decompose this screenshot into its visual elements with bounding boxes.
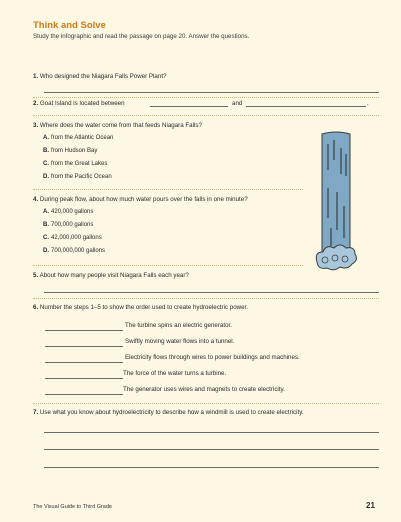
answer-line-7a[interactable] (44, 432, 379, 433)
instructions: Study the infographic and read the passage on page 20. Answer the questions. (33, 33, 250, 40)
answer-line-1[interactable] (44, 92, 379, 93)
answer-line-2b[interactable] (246, 106, 366, 107)
question-6: 6. Number the steps 1–5 to show the order used to create hydroelectric power. (33, 304, 248, 311)
question-4: 4. During peak flow, about how much water pours over the falls in one minute? (33, 196, 248, 203)
step-blank-2[interactable] (45, 346, 123, 347)
q2-end: . (367, 100, 369, 107)
divider (33, 97, 379, 98)
divider (33, 298, 379, 299)
divider (33, 189, 303, 190)
q4-option-b[interactable]: B. 700,000 gallons (43, 222, 94, 228)
q3-option-b[interactable]: B. from Hudson Bay (43, 148, 98, 154)
step-text-5: The generator uses wires and magnets to create electricity. (123, 386, 285, 393)
step-text-1: The turbine spins an electric generator. (125, 322, 232, 329)
q3-option-d[interactable]: D. from the Pacific Ocean (43, 174, 112, 180)
step-blank-5[interactable] (45, 394, 123, 395)
divider (33, 265, 303, 266)
step-text-3: Electricity flows through wires to power buildings and machines. (125, 354, 300, 361)
question-2: 2. Goat Island is located between (33, 100, 125, 107)
answer-line-7c[interactable] (44, 467, 379, 468)
step-blank-1[interactable] (45, 330, 123, 331)
step-blank-4[interactable] (45, 378, 123, 379)
question-5: 5. About how many people visit Niagara Falls each year? (33, 272, 189, 279)
page-number: 21 (366, 501, 375, 510)
step-text-4: The force of the water turns a turbine. (123, 370, 227, 377)
q4-option-c[interactable]: C. 42,000,000 gallons (43, 235, 102, 241)
step-text-2: Swiftly moving water flows into a tunnel. (125, 338, 235, 345)
q3-option-c[interactable]: C. from the Great Lakes (43, 161, 108, 167)
answer-line-7b[interactable] (44, 449, 379, 450)
divider (33, 403, 379, 404)
answer-line-5[interactable] (44, 292, 379, 293)
q2-and: and (232, 100, 243, 107)
q3-option-a[interactable]: A. from the Atlantic Ocean (43, 135, 114, 141)
question-7: 7. Use what you know about hydroelectricity to describe how a windmill is used to create electricity. (33, 409, 304, 416)
question-3: 3. Where does the water come from that feeds Niagara Falls? (33, 122, 202, 129)
waterfall-icon (314, 130, 358, 275)
answer-line-2a[interactable] (150, 106, 228, 107)
book-title: The Visual Guide to Third Grade (33, 504, 112, 510)
page-title: Think and Solve (33, 20, 106, 31)
q4-option-d[interactable]: D. 700,000,000 gallons (43, 248, 106, 254)
divider (33, 115, 379, 116)
question-1: 1. Who designed the Niagara Falls Power Plant? (33, 73, 167, 80)
q4-option-a[interactable]: A. 420,000 gallons (43, 209, 94, 215)
step-blank-3[interactable] (45, 362, 123, 363)
